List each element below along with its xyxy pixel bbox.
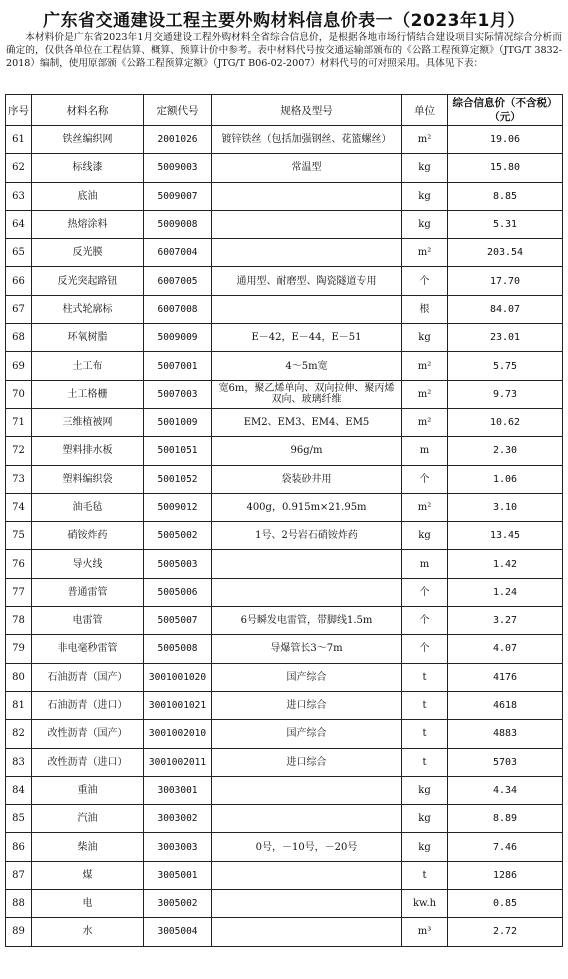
material-name-cell: 普通雷管: [32, 578, 144, 606]
table-row: [6, 748, 563, 776]
price-cell: 4.34: [448, 776, 563, 804]
header-material-name: 材料名称: [32, 95, 144, 126]
row-index-cell: 68: [6, 324, 32, 352]
row-index-cell: 81: [6, 691, 32, 719]
row-index-cell: 76: [6, 550, 32, 578]
price-cell: 3.10: [448, 493, 563, 521]
row-index-cell: 88: [6, 890, 32, 918]
unit-cell: m²: [402, 380, 448, 408]
quota-code-cell: 5009012: [144, 493, 212, 521]
document-title: 广东省交通建设工程主要外购材料信息价表一（2023年1月）: [43, 11, 525, 31]
quota-code-cell: 3005002: [144, 890, 212, 918]
spec-cell: 1号、2号岩石硝铵炸药: [212, 522, 402, 550]
unit-cell: kg: [402, 805, 448, 833]
row-index-cell: 89: [6, 918, 32, 946]
material-name-cell: 煤: [32, 861, 144, 889]
spec-cell: [212, 550, 402, 578]
quota-code-cell: 3003001: [144, 776, 212, 804]
spec-cell: 袋装砂井用: [212, 465, 402, 493]
row-index-cell: 74: [6, 493, 32, 521]
material-name-cell: 热熔涂料: [32, 210, 144, 238]
intro-paragraph: [6, 31, 562, 70]
material-name-cell: 环氧树脂: [32, 324, 144, 352]
row-index-cell: 70: [6, 380, 32, 408]
table-row: [6, 833, 563, 861]
material-name-cell: 水: [32, 918, 144, 946]
unit-cell: m²: [402, 408, 448, 436]
row-index-cell: 71: [6, 408, 32, 436]
spec-cell: 4～5m宽: [212, 352, 402, 380]
unit-cell: kg: [402, 210, 448, 238]
table-row: [6, 918, 563, 946]
price-cell: 5703: [448, 748, 563, 776]
spec-cell: 国产综合: [212, 663, 402, 691]
material-name-cell: 导火线: [32, 550, 144, 578]
row-index-cell: 72: [6, 437, 32, 465]
spec-cell: [212, 239, 402, 267]
unit-cell: t: [402, 720, 448, 748]
row-index-cell: 79: [6, 635, 32, 663]
table-row: [6, 607, 563, 635]
quota-code-cell: 5007003: [144, 380, 212, 408]
table-row: [6, 408, 563, 436]
quota-code-cell: 3003003: [144, 833, 212, 861]
table-row: [6, 210, 563, 238]
spec-cell: 国产综合: [212, 720, 402, 748]
quota-code-cell: 5009007: [144, 182, 212, 210]
price-cell: 7.46: [448, 833, 563, 861]
spec-cell: [212, 861, 402, 889]
unit-cell: kg: [402, 522, 448, 550]
price-cell: 8.89: [448, 805, 563, 833]
unit-cell: 根: [402, 295, 448, 323]
table-row: [6, 465, 563, 493]
unit-cell: m²: [402, 126, 448, 154]
table-row: [6, 805, 563, 833]
table-row: [6, 324, 563, 352]
material-name-cell: 柱式轮廓标: [32, 295, 144, 323]
price-table: [5, 94, 563, 947]
unit-cell: m: [402, 437, 448, 465]
row-index-cell: 62: [6, 154, 32, 182]
row-index-cell: 64: [6, 210, 32, 238]
spec-cell: [212, 578, 402, 606]
quota-code-cell: 5009008: [144, 210, 212, 238]
row-index-cell: 84: [6, 776, 32, 804]
quota-code-cell: 3005001: [144, 861, 212, 889]
table-row: [6, 352, 563, 380]
header-index: 序号: [6, 95, 32, 126]
table-row: [6, 691, 563, 719]
price-cell: 8.85: [448, 182, 563, 210]
price-cell: 4618: [448, 691, 563, 719]
price-cell: 1.06: [448, 465, 563, 493]
spec-cell: EM2、EM3、EM4、EM5: [212, 408, 402, 436]
spec-cell: 进口综合: [212, 748, 402, 776]
quota-code-cell: 5005007: [144, 607, 212, 635]
unit-cell: 个: [402, 635, 448, 663]
quota-code-cell: 3005004: [144, 918, 212, 946]
price-cell: 0.85: [448, 890, 563, 918]
table-row: [6, 550, 563, 578]
material-name-cell: 铁丝编织网: [32, 126, 144, 154]
table-row: [6, 182, 563, 210]
material-name-cell: 石油沥青（进口）: [32, 691, 144, 719]
unit-cell: t: [402, 691, 448, 719]
spec-cell: [212, 918, 402, 946]
quota-code-cell: 3001001021: [144, 691, 212, 719]
material-name-cell: 塑料排水板: [32, 437, 144, 465]
quota-code-cell: 5001052: [144, 465, 212, 493]
material-name-cell: 底油: [32, 182, 144, 210]
quota-code-cell: 3001002011: [144, 748, 212, 776]
price-cell: 9.73: [448, 380, 563, 408]
material-name-cell: 柴油: [32, 833, 144, 861]
unit-cell: m²: [402, 493, 448, 521]
row-index-cell: 83: [6, 748, 32, 776]
spec-cell: 进口综合: [212, 691, 402, 719]
spec-cell: [212, 890, 402, 918]
unit-cell: 个: [402, 465, 448, 493]
row-index-cell: 73: [6, 465, 32, 493]
price-cell: 84.07: [448, 295, 563, 323]
price-cell: 1.24: [448, 578, 563, 606]
price-cell: 17.70: [448, 267, 563, 295]
material-name-cell: 三维植被网: [32, 408, 144, 436]
unit-cell: kw.h: [402, 890, 448, 918]
quota-code-cell: 5009003: [144, 154, 212, 182]
row-index-cell: 66: [6, 267, 32, 295]
quota-code-cell: 5005008: [144, 635, 212, 663]
unit-cell: t: [402, 663, 448, 691]
price-cell: 1286: [448, 861, 563, 889]
price-cell: 3.27: [448, 607, 563, 635]
price-cell: 5.75: [448, 352, 563, 380]
price-cell: 23.01: [448, 324, 563, 352]
row-index-cell: 77: [6, 578, 32, 606]
quota-code-cell: 5005002: [144, 522, 212, 550]
material-name-cell: 电: [32, 890, 144, 918]
table-row: [6, 295, 563, 323]
header-price: 综合信息价（不含税）（元）: [448, 95, 563, 126]
quota-code-cell: 3001001020: [144, 663, 212, 691]
table-row: [6, 154, 563, 182]
unit-cell: kg: [402, 833, 448, 861]
material-name-cell: 电雷管: [32, 607, 144, 635]
unit-cell: t: [402, 861, 448, 889]
material-name-cell: 非电毫秒雷管: [32, 635, 144, 663]
row-index-cell: 82: [6, 720, 32, 748]
table-row: [6, 380, 563, 408]
row-index-cell: 87: [6, 861, 32, 889]
row-index-cell: 78: [6, 607, 32, 635]
unit-cell: kg: [402, 182, 448, 210]
price-cell: 2.72: [448, 918, 563, 946]
table-row: [6, 720, 563, 748]
material-name-cell: 油毛毡: [32, 493, 144, 521]
price-cell: 4883: [448, 720, 563, 748]
unit-cell: 个: [402, 578, 448, 606]
spec-cell: 96g/m: [212, 437, 402, 465]
material-name-cell: 塑料编织袋: [32, 465, 144, 493]
material-name-cell: 改性沥青（进口）: [32, 748, 144, 776]
table-row: [6, 239, 563, 267]
table-row: [6, 635, 563, 663]
row-index-cell: 63: [6, 182, 32, 210]
unit-cell: kg: [402, 154, 448, 182]
material-name-cell: 改性沥青（国产）: [32, 720, 144, 748]
price-cell: 15.80: [448, 154, 563, 182]
quota-code-cell: 3001002010: [144, 720, 212, 748]
spec-cell: 常温型: [212, 154, 402, 182]
material-name-cell: 反光膜: [32, 239, 144, 267]
price-cell: 203.54: [448, 239, 563, 267]
table-row: [6, 493, 563, 521]
price-cell: 1.42: [448, 550, 563, 578]
unit-cell: 个: [402, 607, 448, 635]
quota-code-cell: 5007001: [144, 352, 212, 380]
row-index-cell: 65: [6, 239, 32, 267]
spec-cell: 导爆管长3～7m: [212, 635, 402, 663]
material-name-cell: 硝铵炸药: [32, 522, 144, 550]
row-index-cell: 69: [6, 352, 32, 380]
spec-cell: 0号，－10号，－20号: [212, 833, 402, 861]
quota-code-cell: 3003002: [144, 805, 212, 833]
spec-cell: [212, 295, 402, 323]
row-index-cell: 80: [6, 663, 32, 691]
quota-code-cell: 5005003: [144, 550, 212, 578]
header-unit: 单位: [402, 95, 448, 126]
spec-cell: 6号瞬发电雷管，带脚线1.5m: [212, 607, 402, 635]
row-index-cell: 75: [6, 522, 32, 550]
table-row: [6, 861, 563, 889]
price-cell: 4.07: [448, 635, 563, 663]
material-name-cell: 标线漆: [32, 154, 144, 182]
quota-code-cell: 5009009: [144, 324, 212, 352]
material-name-cell: 汽油: [32, 805, 144, 833]
unit-cell: kg: [402, 324, 448, 352]
spec-cell: 400g，0.915m×21.95m: [212, 493, 402, 521]
quota-code-cell: 6007004: [144, 239, 212, 267]
unit-cell: m²: [402, 239, 448, 267]
spec-cell: 通用型、耐磨型、陶瓷隧道专用: [212, 267, 402, 295]
table-row: [6, 578, 563, 606]
unit-cell: m³: [402, 918, 448, 946]
spec-cell: [212, 805, 402, 833]
table-row: [6, 126, 563, 154]
quota-code-cell: 5005006: [144, 578, 212, 606]
quota-code-cell: 2001026: [144, 126, 212, 154]
price-cell: 10.62: [448, 408, 563, 436]
table-row: [6, 522, 563, 550]
material-name-cell: 土工布: [32, 352, 144, 380]
unit-cell: 个: [402, 267, 448, 295]
unit-cell: m²: [402, 352, 448, 380]
price-cell: 4176: [448, 663, 563, 691]
header-quota-code: 定额代号: [144, 95, 212, 126]
table-row: [6, 663, 563, 691]
table-row: [6, 437, 563, 465]
intro-text: 本材料价是广东省2023年1月交通建设工程外购材料全省综合信息价，是根据各地市场行情结合建设项目实际情况综合分析而确定的，仅供各单位在工程估算、概算、预算计价中参考。表中材料代号按交通运输部颁布的《公路工程预算定额》（JTG/T 3832-2018）编制，使用原部颁《公路工程预算定额》（JTG/T B06-02-2007）材料代号的可对照采用。具体见下表：: [6, 32, 562, 69]
material-name-cell: 重油: [32, 776, 144, 804]
unit-cell: kg: [402, 776, 448, 804]
material-name-cell: 土工格栅: [32, 380, 144, 408]
header-spec: 规格及型号: [212, 95, 402, 126]
row-index-cell: 85: [6, 805, 32, 833]
price-cell: 13.45: [448, 522, 563, 550]
table-body: [6, 126, 563, 947]
table-row: [6, 890, 563, 918]
price-cell: 5.31: [448, 210, 563, 238]
material-name-cell: 石油沥青（国产）: [32, 663, 144, 691]
unit-cell: t: [402, 748, 448, 776]
spec-cell: [212, 182, 402, 210]
price-cell: 2.30: [448, 437, 563, 465]
table-header-row: [6, 95, 563, 126]
spec-cell: 镀锌铁丝（包括加强钢丝、花篮螺丝）: [212, 126, 402, 154]
unit-cell: m: [402, 550, 448, 578]
spec-cell: E－42，E－44，E－51: [212, 324, 402, 352]
quota-code-cell: 6007005: [144, 267, 212, 295]
row-index-cell: 67: [6, 295, 32, 323]
table-row: [6, 267, 563, 295]
table-row: [6, 776, 563, 804]
row-index-cell: 61: [6, 126, 32, 154]
spec-cell: 宽6m，聚乙烯单向、双向拉伸、聚丙烯双向、玻璃纤维: [212, 380, 402, 408]
quota-code-cell: 5001051: [144, 437, 212, 465]
quota-code-cell: 6007008: [144, 295, 212, 323]
material-name-cell: 反光突起路钮: [32, 267, 144, 295]
price-cell: 19.06: [448, 126, 563, 154]
spec-cell: [212, 210, 402, 238]
row-index-cell: 86: [6, 833, 32, 861]
quota-code-cell: 5001009: [144, 408, 212, 436]
spec-cell: [212, 776, 402, 804]
